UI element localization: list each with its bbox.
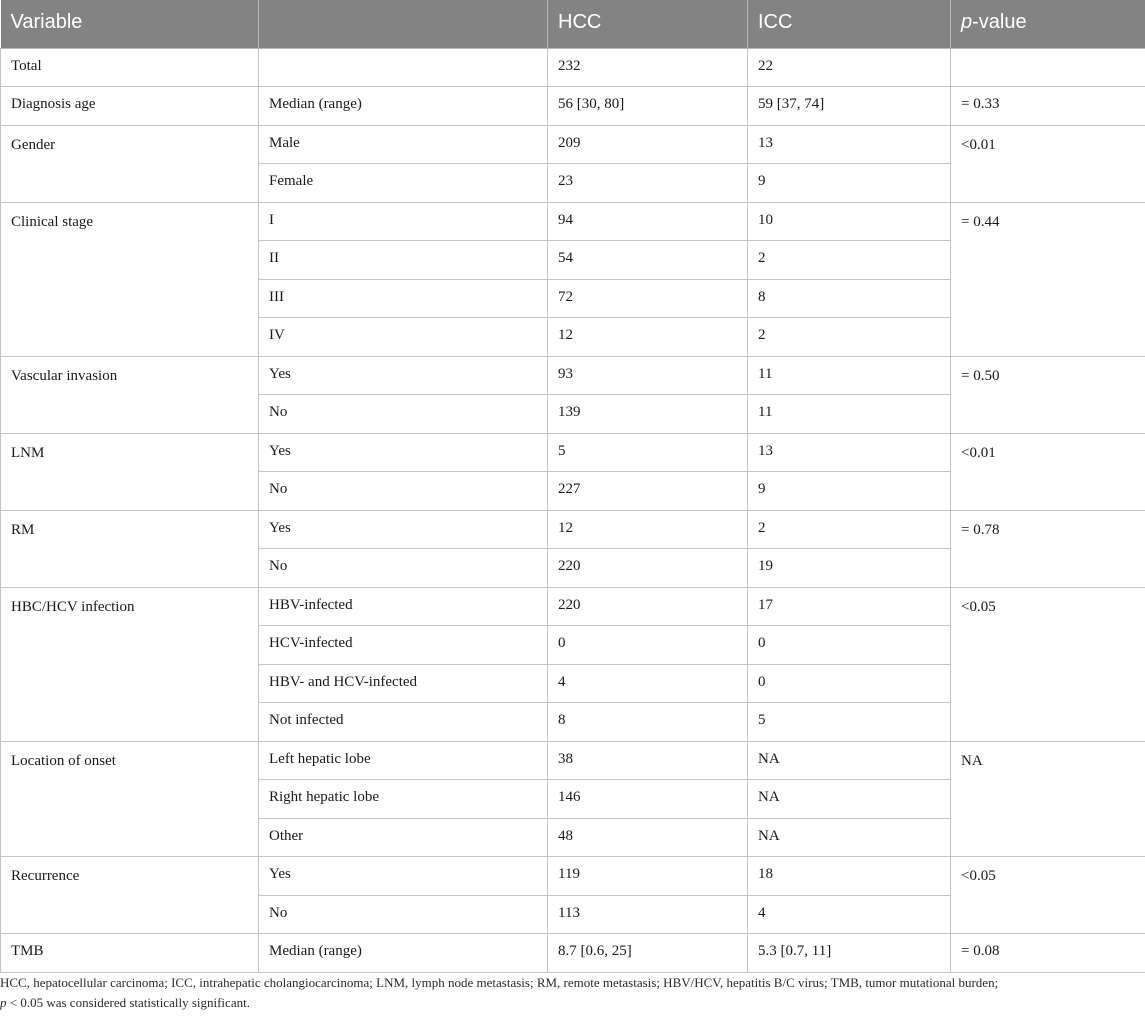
- table-row: [1, 741, 1145, 780]
- hcc-cell: 0: [548, 626, 748, 665]
- hcc-cell: 227: [548, 472, 748, 511]
- table-row: [1, 857, 1145, 896]
- p-value-cell: = 0.33: [951, 87, 1145, 126]
- header-p-value: [951, 0, 1145, 48]
- subcategory-cell: HBV-infected: [259, 587, 548, 626]
- hcc-cell: 38: [548, 741, 748, 780]
- icc-cell: 2: [748, 241, 951, 280]
- hcc-cell: 220: [548, 549, 748, 588]
- header-p-italic: p: [961, 11, 973, 34]
- icc-cell: 0: [748, 664, 951, 703]
- hcc-cell: 54: [548, 241, 748, 280]
- variable-cell: TMB: [1, 934, 259, 973]
- subcategory-cell: No: [259, 472, 548, 511]
- header-subcategory: [259, 0, 548, 48]
- icc-cell: 17: [748, 587, 951, 626]
- table-row: [1, 433, 1145, 472]
- subcategory-cell: HCV-infected: [259, 626, 548, 665]
- subcategory-cell: Left hepatic lobe: [259, 741, 548, 780]
- variable-cell: Total: [1, 48, 259, 87]
- hcc-cell: 12: [548, 510, 748, 549]
- icc-cell: 18: [748, 857, 951, 896]
- p-value-cell: = 0.08: [951, 934, 1145, 973]
- footnote-line-1: HCC, hepatocellular carcinoma; ICC, intrahepatic cholangiocarcinoma; LNM, lymph node metastasis; RM, remote metastasis; HBV/HCV, hepatitis B/C virus; TMB, tumor mutational burden;: [0, 975, 999, 990]
- icc-cell: 4: [748, 895, 951, 934]
- icc-cell: 59 [37, 74]: [748, 87, 951, 126]
- subcategory-cell: Other: [259, 818, 548, 857]
- icc-cell: 5: [748, 703, 951, 742]
- subcategory-cell: IV: [259, 318, 548, 357]
- p-value-cell: NA: [951, 741, 1145, 857]
- variable-cell: Gender: [1, 125, 259, 202]
- hcc-cell: 8: [548, 703, 748, 742]
- table-row: [1, 510, 1145, 549]
- variable-cell: Location of onset: [1, 741, 259, 857]
- hcc-cell: 48: [548, 818, 748, 857]
- icc-cell: 11: [748, 395, 951, 434]
- subcategory-cell: Median (range): [259, 87, 548, 126]
- variable-cell: Vascular invasion: [1, 356, 259, 433]
- icc-cell: NA: [748, 780, 951, 819]
- hcc-cell: 4: [548, 664, 748, 703]
- subcategory-cell: Yes: [259, 857, 548, 896]
- hcc-cell: 232: [548, 48, 748, 87]
- subcategory-cell: Male: [259, 125, 548, 164]
- icc-cell: 5.3 [0.7, 11]: [748, 934, 951, 973]
- icc-cell: 0: [748, 626, 951, 665]
- subcategory-cell: Female: [259, 164, 548, 203]
- table-row: [1, 587, 1145, 626]
- variable-cell: HBC/HCV infection: [1, 587, 259, 741]
- header-variable: Variable: [1, 0, 259, 48]
- hcc-cell: 56 [30, 80]: [548, 87, 748, 126]
- icc-cell: 22: [748, 48, 951, 87]
- icc-cell: NA: [748, 741, 951, 780]
- subcategory-cell: [259, 48, 548, 87]
- subcategory-cell: No: [259, 895, 548, 934]
- subcategory-cell: No: [259, 549, 548, 588]
- footnote-p-italic: p: [0, 995, 7, 1010]
- table-row: [1, 125, 1145, 164]
- subcategory-cell: Yes: [259, 433, 548, 472]
- icc-cell: 9: [748, 472, 951, 511]
- variable-cell: Clinical stage: [1, 202, 259, 356]
- footnote-line-2: [0, 993, 1140, 1013]
- icc-cell: 11: [748, 356, 951, 395]
- hcc-cell: 94: [548, 202, 748, 241]
- p-value-cell: <0.05: [951, 857, 1145, 934]
- table-row: [1, 356, 1145, 395]
- variable-cell: LNM: [1, 433, 259, 510]
- icc-cell: 19: [748, 549, 951, 588]
- p-value-cell: <0.01: [951, 125, 1145, 202]
- icc-cell: 10: [748, 202, 951, 241]
- hcc-cell: 12: [548, 318, 748, 357]
- header-icc: ICC: [748, 0, 951, 48]
- p-value-cell: [951, 48, 1145, 87]
- p-value-cell: = 0.78: [951, 510, 1145, 587]
- icc-cell: 13: [748, 125, 951, 164]
- table-body: [1, 48, 1145, 972]
- variable-cell: RM: [1, 510, 259, 587]
- table-row: [1, 87, 1145, 126]
- hcc-cell: 119: [548, 857, 748, 896]
- table-row: [1, 48, 1145, 87]
- icc-cell: 9: [748, 164, 951, 203]
- table-footnote: [0, 973, 1140, 1013]
- hcc-cell: 8.7 [0.6, 25]: [548, 934, 748, 973]
- subcategory-cell: II: [259, 241, 548, 280]
- subcategory-cell: Right hepatic lobe: [259, 780, 548, 819]
- subcategory-cell: Yes: [259, 356, 548, 395]
- icc-cell: 2: [748, 318, 951, 357]
- hcc-cell: 146: [548, 780, 748, 819]
- footnote-significance-text: < 0.05 was considered statistically significant.: [6, 995, 250, 1010]
- table-header: [1, 0, 1145, 48]
- p-value-cell: <0.05: [951, 587, 1145, 741]
- variable-cell: Diagnosis age: [1, 87, 259, 126]
- hcc-cell: 72: [548, 279, 748, 318]
- hcc-cell: 220: [548, 587, 748, 626]
- hcc-cell: 209: [548, 125, 748, 164]
- icc-cell: NA: [748, 818, 951, 857]
- icc-cell: 13: [748, 433, 951, 472]
- p-value-cell: = 0.44: [951, 202, 1145, 356]
- subcategory-cell: Not infected: [259, 703, 548, 742]
- hcc-cell: 5: [548, 433, 748, 472]
- hcc-cell: 23: [548, 164, 748, 203]
- hcc-cell: 113: [548, 895, 748, 934]
- subcategory-cell: No: [259, 395, 548, 434]
- p-value-cell: = 0.50: [951, 356, 1145, 433]
- icc-cell: 2: [748, 510, 951, 549]
- p-value-cell: <0.01: [951, 433, 1145, 510]
- subcategory-cell: III: [259, 279, 548, 318]
- subcategory-cell: Median (range): [259, 934, 548, 973]
- hcc-cell: 93: [548, 356, 748, 395]
- icc-cell: 8: [748, 279, 951, 318]
- variable-cell: Recurrence: [1, 857, 259, 934]
- subcategory-cell: Yes: [259, 510, 548, 549]
- subcategory-cell: HBV- and HCV-infected: [259, 664, 548, 703]
- table-row: [1, 202, 1145, 241]
- header-hcc: HCC: [548, 0, 748, 48]
- hcc-cell: 139: [548, 395, 748, 434]
- header-p-suffix: -value: [972, 11, 1027, 34]
- table-row: [1, 934, 1145, 973]
- subcategory-cell: I: [259, 202, 548, 241]
